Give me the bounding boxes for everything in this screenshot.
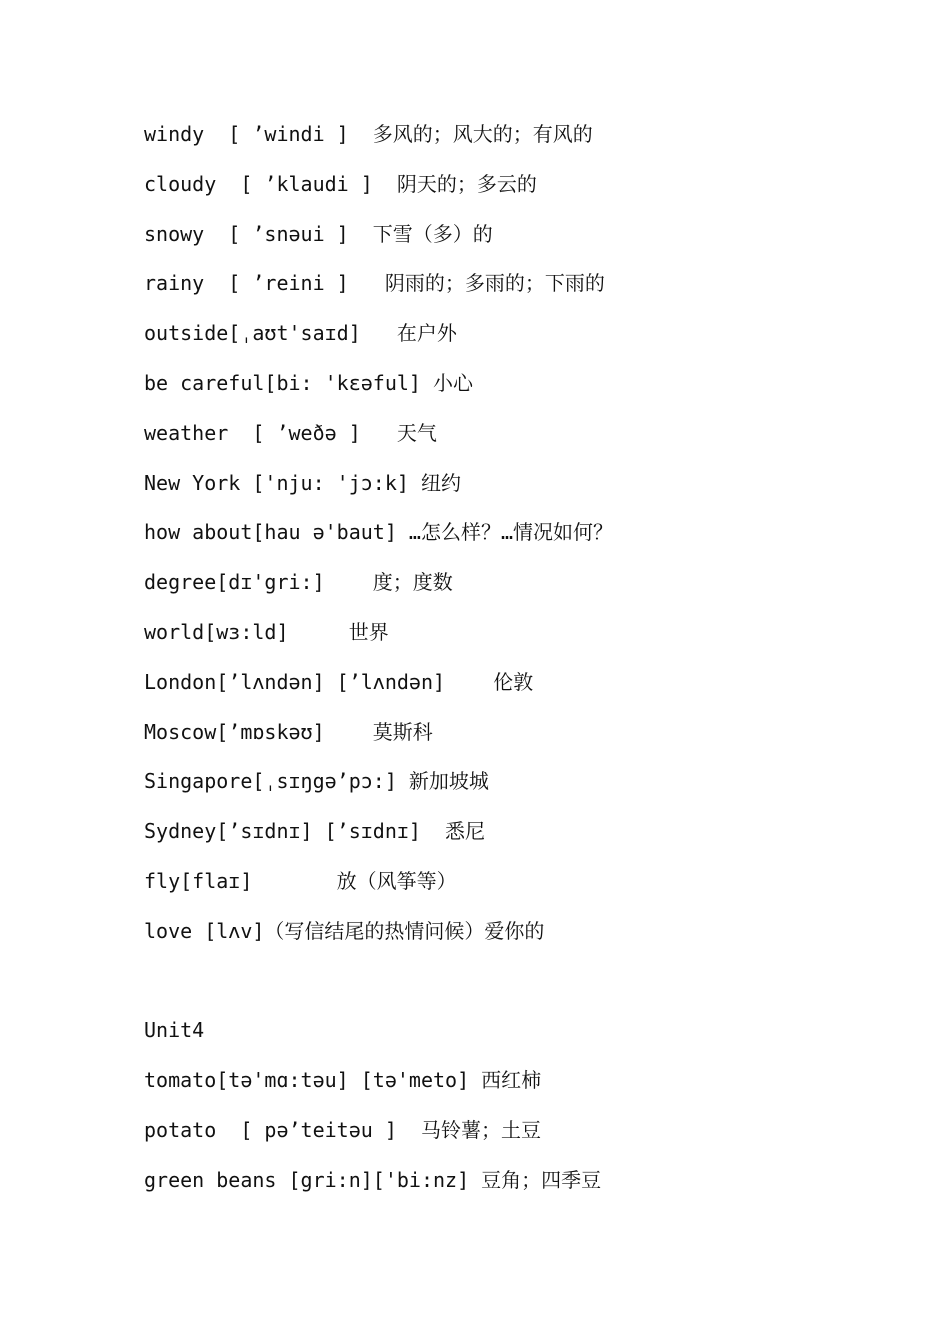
vocabulary-list — [144, 120, 924, 1216]
vocab-line-windy: windy [ ’windi ] 多风的；风大的；有风的 — [144, 122, 593, 146]
vocab-line-outside: outside[ˌaʊt'saɪd] 在户外 — [144, 321, 457, 346]
vocab-line-weather: weather [ ’weðə ] 天气 — [144, 420, 437, 445]
vocab-line-fly: fly[flaɪ] 放（风筝等） — [144, 868, 457, 893]
vocab-line-green-beans: green beans [gri:n]['bi:nz] 豆角；四季豆 — [144, 1167, 602, 1192]
vocab-line-snowy: snowy [ ’snəui ] 下雪（多）的 — [144, 221, 493, 246]
vocab-line-how-about: how about[hau ə'baut] …怎么样？…情况如何？ — [144, 520, 613, 545]
vocab-line-tomato: tomato[tə'mɑ:təu] [tə'meto] 西红柿 — [144, 1068, 542, 1093]
vocab-line-degree: degree[dɪ'gri:] 度；度数 — [144, 570, 453, 595]
unit-heading: Unit4 — [144, 1018, 205, 1043]
vocab-line-world: world[wɜ:ld] 世界 — [144, 619, 389, 644]
vocab-line-love: love [lʌv]（写信结尾的热情问候）爱你的 — [144, 918, 545, 943]
vocab-line-sydney: Sydney[’sɪdnɪ] [’sɪdnɪ] 悉尼 — [144, 819, 486, 844]
vocab-line-cloudy: cloudy [ ’klaudi ] 阴天的；多云的 — [144, 171, 537, 196]
vocab-line-be-careful: be careful[bi: 'kɛəful] 小心 — [144, 370, 473, 395]
vocab-line-rainy: rainy [ ’reini ] 阴雨的；多雨的；下雨的 — [144, 271, 605, 296]
blank-line — [144, 967, 924, 1017]
vocab-line-london: London[’lʌndən] [’lʌndən] 伦敦 — [144, 669, 534, 694]
vocab-line-potato: potato [ pə’teitəu ] 马铃薯；土豆 — [144, 1117, 541, 1142]
vocab-line-singapore: Singapore[ˌsɪŋgə’pɔ:] 新加坡城 — [144, 769, 489, 794]
vocab-line-new-york: New York ['nju: 'jɔ:k] 纽约 — [144, 470, 461, 495]
vocab-line-moscow: Moscow[’mɒskəʊ] 莫斯科 — [144, 719, 433, 744]
